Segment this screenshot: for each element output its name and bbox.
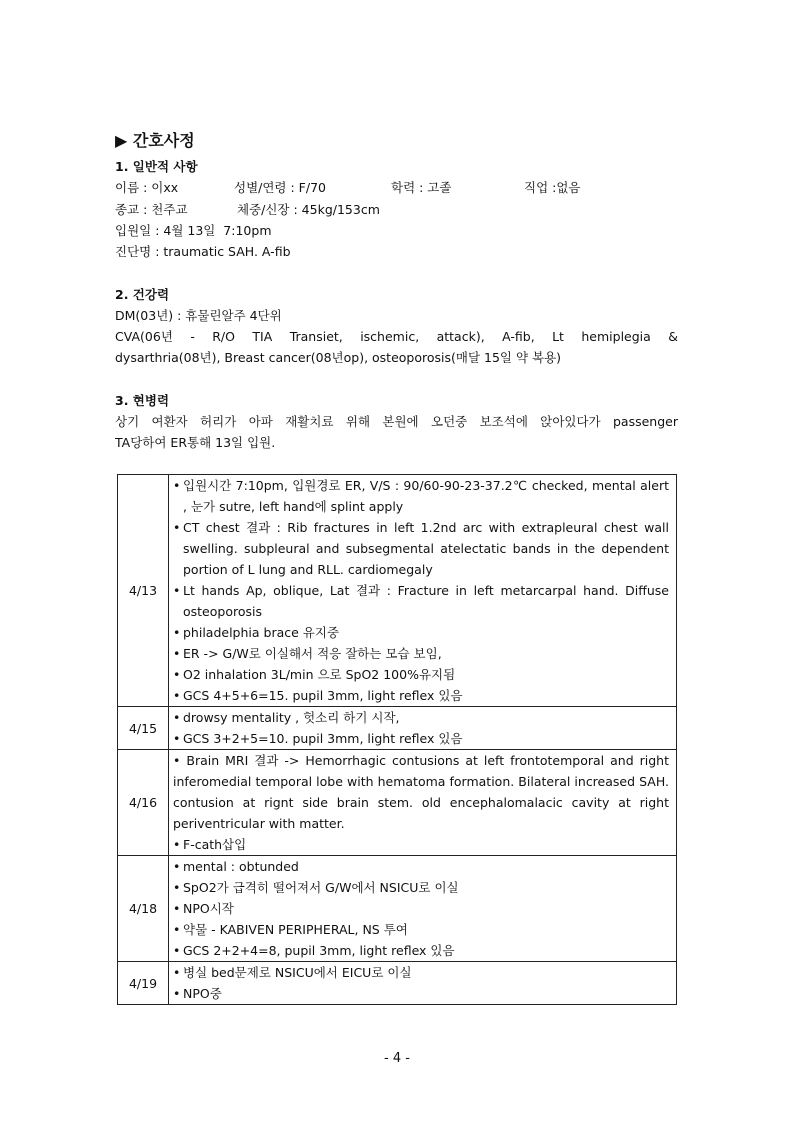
log-entry [169,962,677,1005]
log-date: 4/13 [118,475,169,707]
bullet-icon: • [173,922,181,937]
bullet-icon: • [173,880,181,895]
list-item-text: SpO2가 급격히 떨어져서 G/W에서 NSICU로 이실 [183,880,459,895]
list-item-text: NPO중 [183,986,222,1001]
table-row [118,856,677,962]
bullet-icon: • [173,667,181,682]
nursing-log-table [117,474,677,1005]
page-number: - 4 - [384,1051,410,1066]
admission-date: 입원일 : 4월 13일 7:10pm [115,223,272,238]
list-item-text: CT chest 결과 : Rib fractures in left 1.2nd arc with extrapleural chest wall swelling. subpleural and subsegmental atelectatic bands in the dependent portion of L lung and RLL. cardiomegaly [183,520,669,577]
log-entry [169,750,677,856]
list-item [173,919,669,940]
log-entry [169,475,677,707]
history-line-2: CVA(06년 - R/O TIA Transiet, ischemic, attack), A-fib, Lt hemiplegia & [115,329,678,344]
list-item-text: Lt hands Ap, oblique, Lat 결과 : Fracture in left metarcarpal hand. Diffuse osteoporosis [183,583,669,619]
list-item [173,622,669,643]
weight-height-field: 체중/신장 : 45kg/153cm [237,202,380,217]
log-date: 4/16 [118,750,169,856]
table-row [118,750,677,856]
bullet-icon: • [173,688,181,703]
list-item-text: GCS 3+2+5=10. pupil 3mm, light reflex 있음 [183,731,463,746]
present-line-1: 상기 여환자 허리가 아파 재활치료 위해 본원에 오던중 보조석에 앉아있다가 passenger [115,414,678,429]
log-entry [169,856,677,962]
log-date: 4/19 [118,962,169,1005]
list-item [173,834,669,855]
list-item-text: mental : obtunded [183,859,299,874]
education-field: 학력 : 고졸 [391,180,452,195]
list-item-text: O2 inhalation 3L/min 으로 SpO2 100%유지됨 [183,667,456,682]
list-item-text: F-cath삽입 [183,837,247,852]
list-item [173,580,669,622]
bullet-icon: • [173,986,181,1001]
log-date: 4/15 [118,707,169,750]
list-item [173,643,669,664]
present-line-2: TA당하여 ER통해 13일 입원. [115,435,276,450]
list-item [173,664,669,685]
list-item-text: philadelphia brace 유지중 [183,625,340,640]
list-item [173,983,669,1004]
table-row [118,707,677,750]
list-item [173,877,669,898]
job-field: 직업 :없음 [524,180,581,195]
bullet-icon: • [173,646,181,661]
log-entry [169,707,677,750]
list-item-text: 병실 bed문제로 NSICU에서 EICU로 이실 [183,965,412,980]
bullet-icon: • [173,710,181,725]
list-item [173,940,669,961]
list-item-text: ER -> G/W로 이실해서 적응 잘하는 모습 보임, [183,646,442,661]
diagnosis: 진단명 : traumatic SAH. A-fib [115,244,291,259]
bullet-icon: • [173,731,181,746]
history-heading: 2. 건강력 [115,287,170,302]
list-item-text: 입원시간 7:10pm, 입원경로 ER, V/S : 90/60-90-23-37.2℃ checked, mental alert , 눈가 sutre, left hand에 splint apply [183,478,669,514]
log-date: 4/18 [118,856,169,962]
bullet-icon: • [173,478,181,493]
section-title: ▶ 간호사정 [115,131,195,150]
name-field: 이름 : 이xx [115,180,179,195]
list-item [173,962,669,983]
sex-age-field: 성별/연령 : F/70 [234,180,326,195]
list-item [173,517,669,580]
history-line-3: dysarthria(08년), Breast cancer(08년op), osteoporosis(매달 15일 약 복용) [115,350,562,365]
list-item-text: GCS 4+5+6=15. pupil 3mm, light reflex 있음 [183,688,463,703]
bullet-icon: • [173,943,181,958]
bullet-icon: • [173,583,181,598]
present-heading: 3. 현병력 [115,393,170,408]
log-paragraph: • Brain MRI 결과 -> Hemorrhagic contusions at left frontotemporal and right inferomedial temporal lobe with hematoma formation. Bilateral increased SAH. contusion at rignt side brain stem. old encephalomalacic cavity at right periventricular with matter. [173,753,669,831]
list-item [173,475,669,517]
list-item-text: GCS 2+2+4=8, pupil 3mm, light reflex 있음 [183,943,455,958]
bullet-icon: • [173,520,181,535]
bullet-icon: • [173,859,181,874]
list-item-text: NPO시작 [183,901,234,916]
history-line-1: DM(03년) : 휴물린알주 4단위 [115,308,282,323]
table-row [118,475,677,707]
list-item [173,728,669,749]
list-item-text: 약물 - KABIVEN PERIPHERAL, NS 투여 [183,922,408,937]
general-heading: 1. 일반적 사항 [115,159,198,174]
list-item-text: drowsy mentality , 헛소리 하기 시작, [183,710,400,725]
bullet-icon: • [173,965,181,980]
religion-field: 종교 : 천주교 [115,202,188,217]
bullet-icon: • [173,625,181,640]
list-item [173,685,669,706]
list-item [173,707,669,728]
bullet-icon: • [173,837,181,852]
table-row [118,962,677,1005]
bullet-icon: • [173,901,181,916]
list-item [173,898,669,919]
list-item [173,856,669,877]
